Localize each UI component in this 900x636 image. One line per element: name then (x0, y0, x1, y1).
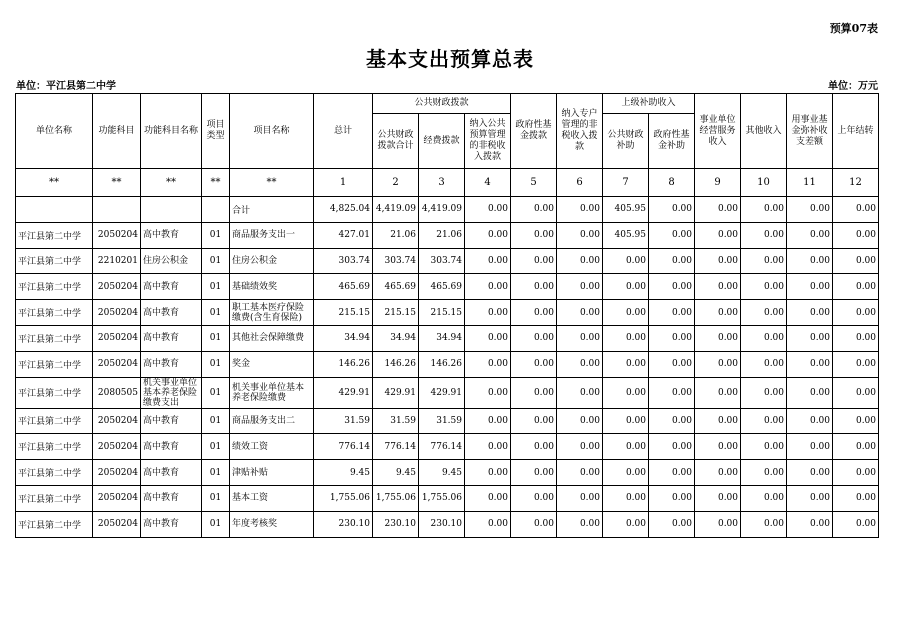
value-cell: 0.00 (741, 351, 787, 377)
value-cell: 0.00 (603, 377, 649, 408)
item-name-cell: 年度考核奖 (230, 511, 314, 537)
value-cell: 0.00 (511, 248, 557, 274)
item-name-cell: 住房公积金 (230, 248, 314, 274)
index-cell: 10 (741, 169, 787, 197)
total-value: 0.00 (695, 197, 741, 223)
value-cell: 303.74 (373, 248, 419, 274)
index-cell: 1 (314, 169, 373, 197)
index-cell: ** (16, 169, 93, 197)
func-code-cell: 2050204 (93, 222, 141, 248)
empty-cell (93, 197, 141, 223)
header-pf-total: 公共财政拨款合计 (373, 114, 419, 169)
item-name-cell: 奖金 (230, 351, 314, 377)
value-cell: 0.00 (695, 300, 741, 326)
value-cell: 0.00 (465, 248, 511, 274)
currency-unit-label: 单位：万元 (828, 81, 878, 92)
value-cell: 0.00 (649, 351, 695, 377)
value-cell: 0.00 (557, 325, 603, 351)
index-cell: 4 (465, 169, 511, 197)
value-cell: 405.95 (603, 222, 649, 248)
value-cell: 0.00 (511, 325, 557, 351)
func-code-cell: 2050204 (93, 300, 141, 326)
value-cell: 0.00 (603, 274, 649, 300)
table-row (16, 248, 879, 274)
index-cell: 8 (649, 169, 695, 197)
value-cell: 0.00 (833, 511, 879, 537)
header-public-fiscal: 公共财政拨款 (373, 94, 511, 114)
item-name-cell: 津贴补贴 (230, 460, 314, 486)
value-cell: 303.74 (419, 248, 465, 274)
header-fund-offset: 用事业基金弥补收支差额 (787, 94, 833, 169)
func-code-cell: 2050204 (93, 408, 141, 434)
item-name-cell: 基础绩效奖 (230, 274, 314, 300)
value-cell: 0.00 (833, 248, 879, 274)
value-cell: 427.01 (314, 222, 373, 248)
header-us-public: 公共财政补助 (603, 114, 649, 169)
value-cell: 0.00 (603, 325, 649, 351)
func-name-cell: 高中教育 (141, 351, 202, 377)
value-cell: 0.00 (833, 300, 879, 326)
value-cell: 0.00 (649, 222, 695, 248)
value-cell: 0.00 (557, 351, 603, 377)
empty-cell (141, 197, 202, 223)
value-cell: 0.00 (787, 460, 833, 486)
value-cell: 0.00 (695, 511, 741, 537)
item-name-cell: 职工基本医疗保险缴费(含生育保险) (230, 300, 314, 326)
page-title: 基本支出预算总表 (366, 47, 534, 71)
index-cell: ** (93, 169, 141, 197)
value-cell: 1,755.06 (314, 485, 373, 511)
header-us-gov: 政府性基金补助 (649, 114, 695, 169)
value-cell: 0.00 (787, 222, 833, 248)
value-cell: 21.06 (419, 222, 465, 248)
value-cell: 0.00 (511, 434, 557, 460)
value-cell: 0.00 (557, 511, 603, 537)
value-cell: 0.00 (695, 460, 741, 486)
item-type-cell: 01 (202, 351, 230, 377)
value-cell: 0.00 (741, 222, 787, 248)
value-cell: 0.00 (465, 351, 511, 377)
unit-name-cell: 平江县第二中学 (16, 408, 93, 434)
value-cell: 0.00 (557, 460, 603, 486)
value-cell: 0.00 (465, 300, 511, 326)
value-cell: 0.00 (603, 300, 649, 326)
value-cell: 0.00 (787, 434, 833, 460)
func-name-cell: 高中教育 (141, 300, 202, 326)
value-cell: 0.00 (465, 325, 511, 351)
value-cell: 0.00 (833, 325, 879, 351)
value-cell: 429.91 (314, 377, 373, 408)
unit-name-cell: 平江县第二中学 (16, 274, 93, 300)
value-cell: 146.26 (419, 351, 465, 377)
func-code-cell: 2050204 (93, 325, 141, 351)
value-cell: 0.00 (695, 248, 741, 274)
total-value: 4,825.04 (314, 197, 373, 223)
header-gov-fund: 政府性基金拨款 (511, 94, 557, 169)
unit-name-cell: 平江县第二中学 (16, 460, 93, 486)
value-cell: 0.00 (649, 434, 695, 460)
item-name-cell: 绩效工资 (230, 434, 314, 460)
value-cell: 0.00 (741, 377, 787, 408)
value-cell: 0.00 (603, 351, 649, 377)
value-cell: 0.00 (787, 351, 833, 377)
item-name-cell: 其他社会保障缴费 (230, 325, 314, 351)
table-row (16, 222, 879, 248)
header-func-code: 功能科目 (93, 94, 141, 169)
value-cell: 31.59 (373, 408, 419, 434)
value-cell: 230.10 (314, 511, 373, 537)
header-inst-service: 事业单位经营服务收入 (695, 94, 741, 169)
value-cell: 465.69 (314, 274, 373, 300)
item-type-cell: 01 (202, 460, 230, 486)
value-cell: 0.00 (511, 408, 557, 434)
func-code-cell: 2050204 (93, 274, 141, 300)
value-cell: 0.00 (511, 511, 557, 537)
unit-name-cell: 平江县第二中学 (16, 485, 93, 511)
value-cell: 0.00 (557, 300, 603, 326)
header-unit-name: 单位名称 (16, 94, 93, 169)
value-cell: 0.00 (511, 460, 557, 486)
value-cell: 0.00 (787, 325, 833, 351)
value-cell: 0.00 (741, 485, 787, 511)
index-cell: ** (230, 169, 314, 197)
value-cell: 31.59 (419, 408, 465, 434)
value-cell: 0.00 (511, 300, 557, 326)
value-cell: 0.00 (511, 222, 557, 248)
unit-name-cell: 平江县第二中学 (16, 511, 93, 537)
value-cell: 215.15 (314, 300, 373, 326)
func-name-cell: 高中教育 (141, 460, 202, 486)
index-cell: 9 (695, 169, 741, 197)
value-cell: 0.00 (741, 248, 787, 274)
value-cell: 0.00 (787, 377, 833, 408)
value-cell: 0.00 (695, 274, 741, 300)
value-cell: 0.00 (649, 511, 695, 537)
item-type-cell: 01 (202, 300, 230, 326)
func-name-cell: 高中教育 (141, 222, 202, 248)
value-cell: 215.15 (373, 300, 419, 326)
value-cell: 0.00 (695, 377, 741, 408)
value-cell: 0.00 (465, 511, 511, 537)
header-func-name: 功能科目名称 (141, 94, 202, 169)
item-name-cell: 机关事业单位基本养老保险缴费 (230, 377, 314, 408)
value-cell: 0.00 (833, 274, 879, 300)
value-cell: 0.00 (833, 377, 879, 408)
value-cell: 0.00 (833, 351, 879, 377)
value-cell: 0.00 (695, 325, 741, 351)
value-cell: 0.00 (833, 408, 879, 434)
index-cell: 6 (557, 169, 603, 197)
value-cell: 0.00 (465, 434, 511, 460)
func-name-cell: 高中教育 (141, 274, 202, 300)
value-cell: 0.00 (557, 248, 603, 274)
value-cell: 0.00 (465, 485, 511, 511)
form-number: 预算07表 (829, 22, 878, 35)
value-cell: 0.00 (557, 485, 603, 511)
func-code-cell: 2080505 (93, 377, 141, 408)
item-type-cell: 01 (202, 325, 230, 351)
unit-name-cell: 平江县第二中学 (16, 377, 93, 408)
value-cell: 0.00 (603, 434, 649, 460)
value-cell: 0.00 (603, 408, 649, 434)
value-cell: 146.26 (373, 351, 419, 377)
value-cell: 0.00 (695, 222, 741, 248)
value-cell: 776.14 (314, 434, 373, 460)
value-cell: 0.00 (511, 485, 557, 511)
total-value: 0.00 (465, 197, 511, 223)
header-pf-nontax: 纳入公共预算管理的非税收入拨款 (465, 114, 511, 169)
value-cell: 0.00 (465, 274, 511, 300)
index-cell: ** (202, 169, 230, 197)
header-upper-subsidy: 上级补助收入 (603, 94, 695, 114)
total-value: 4,419.09 (373, 197, 419, 223)
value-cell: 0.00 (787, 248, 833, 274)
value-cell: 230.10 (373, 511, 419, 537)
total-value: 405.95 (603, 197, 649, 223)
index-cell: 2 (373, 169, 419, 197)
index-cell: 5 (511, 169, 557, 197)
value-cell: 34.94 (419, 325, 465, 351)
total-row (16, 197, 879, 223)
total-value: 0.00 (649, 197, 695, 223)
item-type-cell: 01 (202, 511, 230, 537)
item-type-cell: 01 (202, 274, 230, 300)
value-cell: 0.00 (833, 434, 879, 460)
value-cell: 215.15 (419, 300, 465, 326)
value-cell: 0.00 (557, 274, 603, 300)
value-cell: 0.00 (511, 351, 557, 377)
value-cell: 0.00 (741, 408, 787, 434)
func-code-cell: 2050204 (93, 485, 141, 511)
table-row (16, 325, 879, 351)
total-value: 0.00 (557, 197, 603, 223)
table-row (16, 351, 879, 377)
value-cell: 1,755.06 (419, 485, 465, 511)
value-cell: 0.00 (603, 460, 649, 486)
value-cell: 0.00 (557, 408, 603, 434)
value-cell: 9.45 (419, 460, 465, 486)
header-item-type: 项目类型 (202, 94, 230, 169)
index-cell: 7 (603, 169, 649, 197)
total-value: 0.00 (833, 197, 879, 223)
func-code-cell: 2050204 (93, 434, 141, 460)
value-cell: 0.00 (557, 377, 603, 408)
value-cell: 0.00 (787, 511, 833, 537)
table-row (16, 485, 879, 511)
func-code-cell: 2210201 (93, 248, 141, 274)
value-cell: 0.00 (649, 248, 695, 274)
header-total: 总计 (314, 94, 373, 169)
func-name-cell: 住房公积金 (141, 248, 202, 274)
header-item-name: 项目名称 (230, 94, 314, 169)
value-cell: 0.00 (557, 222, 603, 248)
value-cell: 0.00 (787, 300, 833, 326)
value-cell: 0.00 (741, 300, 787, 326)
table-row (16, 511, 879, 537)
value-cell: 0.00 (649, 485, 695, 511)
item-name-cell: 商品服务支出一 (230, 222, 314, 248)
unit-name-cell: 平江县第二中学 (16, 300, 93, 326)
value-cell: 0.00 (511, 274, 557, 300)
value-cell: 0.00 (465, 377, 511, 408)
value-cell: 0.00 (787, 274, 833, 300)
func-code-cell: 2050204 (93, 460, 141, 486)
value-cell: 0.00 (465, 408, 511, 434)
empty-cell (202, 197, 230, 223)
table-row (16, 434, 879, 460)
value-cell: 0.00 (741, 274, 787, 300)
value-cell: 0.00 (603, 485, 649, 511)
item-type-cell: 01 (202, 222, 230, 248)
item-type-cell: 01 (202, 377, 230, 408)
value-cell: 429.91 (373, 377, 419, 408)
value-cell: 0.00 (695, 408, 741, 434)
empty-cell (16, 197, 93, 223)
value-cell: 429.91 (419, 377, 465, 408)
item-type-cell: 01 (202, 248, 230, 274)
table-row (16, 377, 879, 408)
value-cell: 0.00 (649, 300, 695, 326)
func-name-cell: 高中教育 (141, 325, 202, 351)
value-cell: 0.00 (787, 408, 833, 434)
func-code-cell: 2050204 (93, 511, 141, 537)
unit-name-cell: 平江县第二中学 (16, 325, 93, 351)
func-code-cell: 2050204 (93, 351, 141, 377)
table-row (16, 408, 879, 434)
header-other-income: 其他收入 (741, 94, 787, 169)
value-cell: 0.00 (557, 434, 603, 460)
value-cell: 776.14 (373, 434, 419, 460)
value-cell: 9.45 (373, 460, 419, 486)
index-cell: 3 (419, 169, 465, 197)
value-cell: 31.59 (314, 408, 373, 434)
value-cell: 0.00 (741, 511, 787, 537)
index-cell: ** (141, 169, 202, 197)
func-name-cell: 高中教育 (141, 485, 202, 511)
value-cell: 0.00 (833, 460, 879, 486)
value-cell: 0.00 (695, 434, 741, 460)
value-cell: 0.00 (695, 351, 741, 377)
value-cell: 0.00 (649, 408, 695, 434)
total-value: 0.00 (787, 197, 833, 223)
unit-name-cell: 平江县第二中学 (16, 222, 93, 248)
value-cell: 21.06 (373, 222, 419, 248)
value-cell: 1,755.06 (373, 485, 419, 511)
func-name-cell: 高中教育 (141, 408, 202, 434)
value-cell: 0.00 (649, 274, 695, 300)
unit-name-cell: 平江县第二中学 (16, 248, 93, 274)
header-pf-funding: 经费拨款 (419, 114, 465, 169)
table-row (16, 460, 879, 486)
value-cell: 776.14 (419, 434, 465, 460)
value-cell: 230.10 (419, 511, 465, 537)
total-value: 0.00 (511, 197, 557, 223)
item-name-cell: 商品服务支出二 (230, 408, 314, 434)
value-cell: 465.69 (373, 274, 419, 300)
value-cell: 0.00 (695, 485, 741, 511)
table-row (16, 300, 879, 326)
unit-label: 单位：平江县第二中学 (16, 81, 116, 92)
unit-name-cell: 平江县第二中学 (16, 351, 93, 377)
item-type-cell: 01 (202, 434, 230, 460)
value-cell: 465.69 (419, 274, 465, 300)
item-type-cell: 01 (202, 408, 230, 434)
value-cell: 0.00 (649, 460, 695, 486)
budget-table (15, 93, 879, 538)
value-cell: 34.94 (314, 325, 373, 351)
value-cell: 146.26 (314, 351, 373, 377)
value-cell: 0.00 (741, 460, 787, 486)
index-cell: 11 (787, 169, 833, 197)
unit-name-cell: 平江县第二中学 (16, 434, 93, 460)
value-cell: 0.00 (603, 511, 649, 537)
total-value: 0.00 (741, 197, 787, 223)
value-cell: 0.00 (833, 222, 879, 248)
value-cell: 303.74 (314, 248, 373, 274)
header-carryover: 上年结转 (833, 94, 879, 169)
value-cell: 0.00 (511, 377, 557, 408)
total-label: 合计 (230, 197, 314, 223)
index-row (16, 169, 879, 197)
value-cell: 0.00 (649, 377, 695, 408)
func-name-cell: 高中教育 (141, 434, 202, 460)
value-cell: 0.00 (465, 460, 511, 486)
value-cell: 0.00 (741, 434, 787, 460)
total-value: 4,419.09 (419, 197, 465, 223)
value-cell: 9.45 (314, 460, 373, 486)
func-name-cell: 高中教育 (141, 511, 202, 537)
value-cell: 0.00 (649, 325, 695, 351)
value-cell: 0.00 (833, 485, 879, 511)
value-cell: 0.00 (603, 248, 649, 274)
value-cell: 0.00 (741, 325, 787, 351)
index-cell: 12 (833, 169, 879, 197)
item-name-cell: 基本工资 (230, 485, 314, 511)
item-type-cell: 01 (202, 485, 230, 511)
table-row (16, 274, 879, 300)
value-cell: 0.00 (787, 485, 833, 511)
value-cell: 0.00 (465, 222, 511, 248)
value-cell: 34.94 (373, 325, 419, 351)
func-name-cell: 机关事业单位基本养老保险缴费支出 (141, 377, 202, 408)
header-special-nontax: 纳入专户管理的非税收入拨款 (557, 94, 603, 169)
